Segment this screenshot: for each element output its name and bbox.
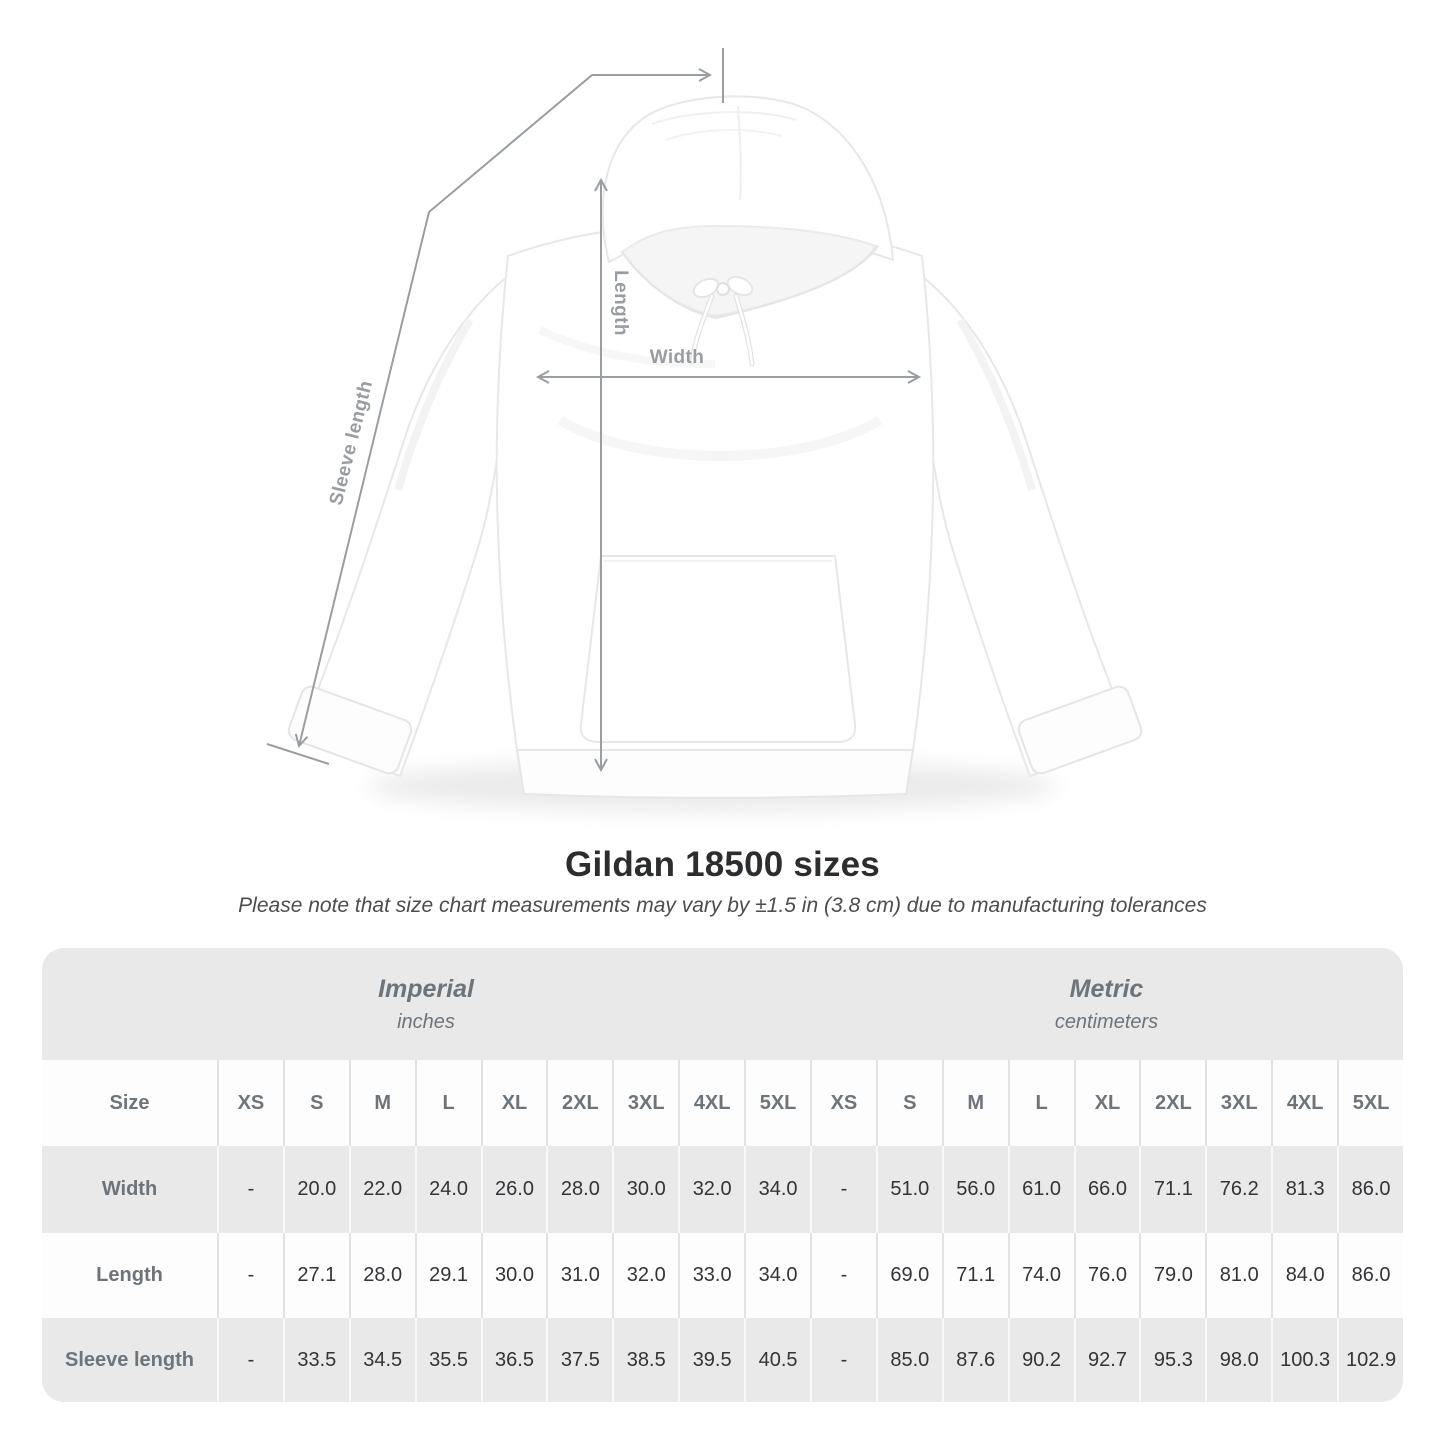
imperial-unit-label: inches — [397, 1010, 455, 1033]
value-imperial-row2-col0: - — [217, 1318, 283, 1402]
value-imperial-row1-col3: 29.1 — [415, 1233, 481, 1318]
value-imperial-row1-col8: 34.0 — [744, 1233, 810, 1318]
unit-group-header-row — [42, 948, 1403, 1060]
size-header-metric-7: 4XL — [1271, 1060, 1337, 1146]
hoodie-hem — [517, 750, 913, 798]
size-header-metric-0: XS — [810, 1060, 876, 1146]
size-header-imperial-0: XS — [217, 1060, 283, 1146]
size-header-metric-6: 3XL — [1205, 1060, 1271, 1146]
value-metric-row2-col3: 90.2 — [1008, 1318, 1074, 1402]
row-label: Sleeve length — [42, 1318, 217, 1402]
value-imperial-row1-col7: 33.0 — [678, 1233, 744, 1318]
value-imperial-row2-col4: 36.5 — [481, 1318, 547, 1402]
size-header-metric-5: 2XL — [1139, 1060, 1205, 1146]
hoodie-art — [286, 96, 1144, 812]
imperial-group-header — [42, 948, 810, 1060]
size-corner-label: Size — [42, 1060, 217, 1146]
value-imperial-row2-col1: 33.5 — [283, 1318, 349, 1402]
value-imperial-row1-col0: - — [217, 1233, 283, 1318]
value-metric-row1-col5: 79.0 — [1139, 1233, 1205, 1318]
value-metric-row0-col3: 61.0 — [1008, 1146, 1074, 1233]
value-imperial-row0-col3: 24.0 — [415, 1146, 481, 1233]
value-metric-row1-col2: 71.1 — [942, 1233, 1008, 1318]
value-imperial-row1-col5: 31.0 — [546, 1233, 612, 1318]
size-header-imperial-3: L — [415, 1060, 481, 1146]
value-imperial-row2-col8: 40.5 — [744, 1318, 810, 1402]
size-table-grid — [42, 1060, 1403, 1402]
metric-group-header — [810, 948, 1403, 1060]
value-metric-row0-col1: 51.0 — [876, 1146, 942, 1233]
value-metric-row2-col7: 100.3 — [1271, 1318, 1337, 1402]
size-header-metric-1: S — [876, 1060, 942, 1146]
value-metric-row1-col4: 76.0 — [1074, 1233, 1140, 1318]
value-metric-row1-col1: 69.0 — [876, 1233, 942, 1318]
value-imperial-row0-col1: 20.0 — [283, 1146, 349, 1233]
value-imperial-row0-col5: 28.0 — [546, 1146, 612, 1233]
value-metric-row2-col4: 92.7 — [1074, 1318, 1140, 1402]
imperial-group-label: Imperial — [378, 974, 474, 1003]
size-header-imperial-8: 5XL — [744, 1060, 810, 1146]
size-header-imperial-5: 2XL — [546, 1060, 612, 1146]
value-metric-row0-col2: 56.0 — [942, 1146, 1008, 1233]
value-metric-row0-col0: - — [810, 1146, 876, 1233]
value-imperial-row2-col5: 37.5 — [546, 1318, 612, 1402]
row-label: Length — [42, 1233, 217, 1318]
value-metric-row1-col7: 84.0 — [1271, 1233, 1337, 1318]
page-title: Gildan 18500 sizes — [565, 845, 880, 884]
value-imperial-row2-col2: 34.5 — [349, 1318, 415, 1402]
value-imperial-row0-col7: 32.0 — [678, 1146, 744, 1233]
value-metric-row1-col0: - — [810, 1233, 876, 1318]
value-imperial-row2-col6: 38.5 — [612, 1318, 678, 1402]
value-imperial-row1-col2: 28.0 — [349, 1233, 415, 1318]
value-metric-row0-col5: 71.1 — [1139, 1146, 1205, 1233]
length-measure-label: Length — [610, 270, 631, 336]
value-imperial-row0-col6: 30.0 — [612, 1146, 678, 1233]
value-metric-row1-col3: 74.0 — [1008, 1233, 1074, 1318]
width-measure-label: Width — [649, 347, 705, 368]
value-metric-row2-col0: - — [810, 1318, 876, 1402]
metric-group-label: Metric — [1069, 974, 1144, 1003]
metric-unit-label: centimeters — [1054, 1010, 1159, 1033]
value-metric-row0-col6: 76.2 — [1205, 1146, 1271, 1233]
size-header-imperial-6: 3XL — [612, 1060, 678, 1146]
value-imperial-row0-col8: 34.0 — [744, 1146, 810, 1233]
value-metric-row2-col2: 87.6 — [942, 1318, 1008, 1402]
hoodie-pocket — [581, 556, 855, 742]
value-metric-row0-col7: 81.3 — [1271, 1146, 1337, 1233]
tolerance-note: Please note that size chart measurements may vary by ±1.5 in (3.8 cm) due to manufacturing tolerances — [238, 894, 1207, 917]
size-header-metric-8: 5XL — [1337, 1060, 1403, 1146]
value-imperial-row0-col4: 26.0 — [481, 1146, 547, 1233]
value-metric-row0-col4: 66.0 — [1074, 1146, 1140, 1233]
sleeve-length-measure-label: Sleeve length — [325, 378, 378, 508]
row-label: Width — [42, 1146, 217, 1233]
value-metric-row2-col8: 102.9 — [1337, 1318, 1403, 1402]
value-metric-row2-col5: 95.3 — [1139, 1318, 1205, 1402]
size-header-imperial-2: M — [349, 1060, 415, 1146]
size-header-imperial-7: 4XL — [678, 1060, 744, 1146]
value-imperial-row0-col2: 22.0 — [349, 1146, 415, 1233]
value-imperial-row1-col4: 30.0 — [481, 1233, 547, 1318]
value-imperial-row1-col6: 32.0 — [612, 1233, 678, 1318]
size-header-metric-3: L — [1008, 1060, 1074, 1146]
value-imperial-row2-col3: 35.5 — [415, 1318, 481, 1402]
value-metric-row0-col8: 86.0 — [1337, 1146, 1403, 1233]
size-header-metric-4: XL — [1074, 1060, 1140, 1146]
value-imperial-row0-col0: - — [217, 1146, 283, 1233]
value-metric-row2-col1: 85.0 — [876, 1318, 942, 1402]
value-imperial-row2-col7: 39.5 — [678, 1318, 744, 1402]
size-table — [42, 948, 1403, 1402]
value-metric-row2-col6: 98.0 — [1205, 1318, 1271, 1402]
value-metric-row1-col6: 81.0 — [1205, 1233, 1271, 1318]
size-header-metric-2: M — [942, 1060, 1008, 1146]
drawstring-knot — [717, 283, 729, 295]
value-imperial-row1-col1: 27.1 — [283, 1233, 349, 1318]
value-metric-row1-col8: 86.0 — [1337, 1233, 1403, 1318]
size-header-imperial-4: XL — [481, 1060, 547, 1146]
size-header-imperial-1: S — [283, 1060, 349, 1146]
